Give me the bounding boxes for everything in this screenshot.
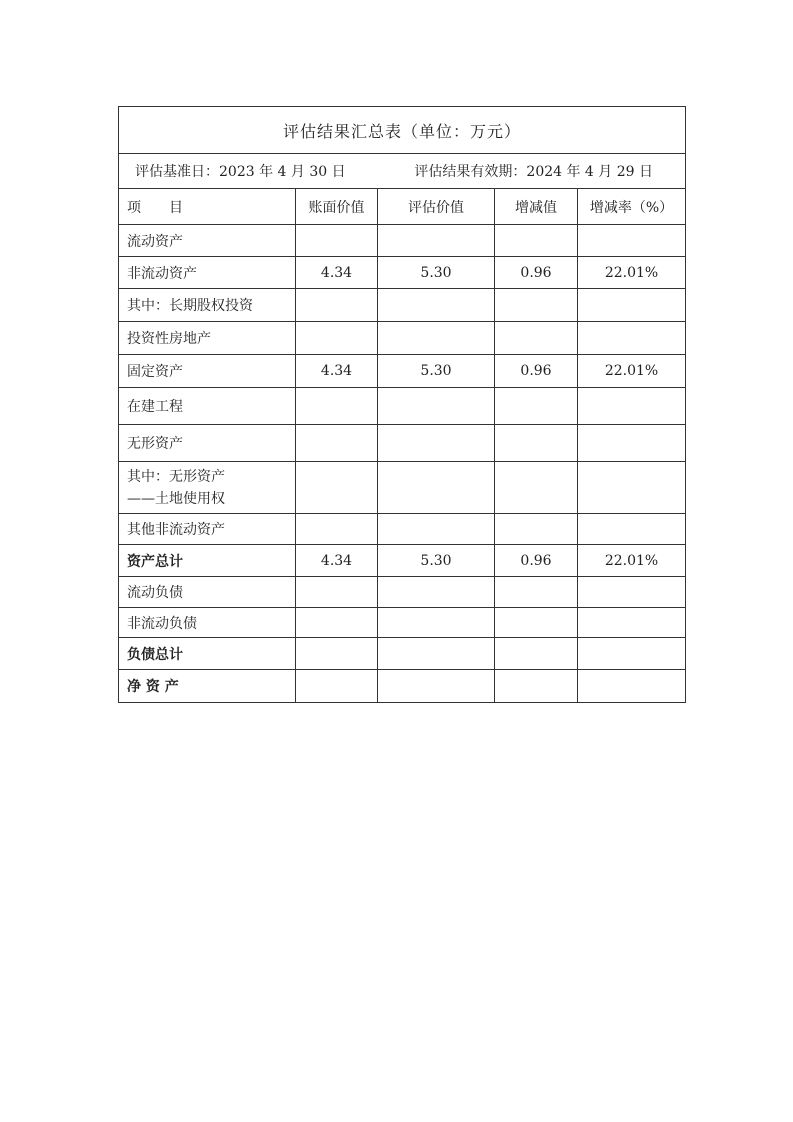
cell-book-value: 4.34 [296, 545, 378, 577]
cell-appraised-value [378, 608, 495, 638]
table-row [119, 322, 686, 355]
table-row [119, 355, 686, 388]
cell-book-value: 4.34 [296, 355, 378, 388]
cell-book-value: 4.34 [296, 257, 378, 289]
cell-book-value [296, 462, 378, 514]
base-date: 评估基准日：2023 年 4 月 30 日 [135, 164, 346, 180]
cell-appraised-value [378, 577, 495, 608]
row-item: 流动负债 [119, 577, 296, 608]
table-row [119, 388, 686, 425]
table-row [119, 257, 686, 289]
table-row [119, 225, 686, 257]
header-change-rate: 增减率（%） [578, 189, 686, 225]
cell-appraised-value [378, 462, 495, 514]
cell-change-rate [578, 514, 686, 545]
row-item: 固定资产 [119, 355, 296, 388]
cell-change [495, 608, 578, 638]
row-item: 流动资产 [119, 225, 296, 257]
cell-change: 0.96 [495, 257, 578, 289]
row-item: 非流动负债 [119, 608, 296, 638]
table-row [119, 638, 686, 670]
cell-appraised-value [378, 514, 495, 545]
date-row [119, 154, 686, 189]
table-row [119, 608, 686, 638]
cell-appraised-value [378, 225, 495, 257]
cell-change [495, 425, 578, 462]
cell-book-value [296, 608, 378, 638]
cell-change-rate [578, 225, 686, 257]
header-book-value: 账面价值 [296, 189, 378, 225]
row-item: 其他非流动资产 [119, 514, 296, 545]
row-item: 在建工程 [119, 388, 296, 425]
cell-book-value [296, 425, 378, 462]
cell-appraised-value: 5.30 [378, 355, 495, 388]
cell-book-value [296, 577, 378, 608]
row-item: 净 资 产 [119, 670, 296, 703]
cell-change-rate [578, 289, 686, 322]
valid-date: 评估结果有效期：2024 年 4 月 29 日 [414, 164, 654, 180]
table-row [119, 289, 686, 322]
cell-change [495, 462, 578, 514]
cell-appraised-value: 5.30 [378, 257, 495, 289]
row-item: 资产总计 [119, 545, 296, 577]
row-item: 投资性房地产 [119, 322, 296, 355]
cell-change [495, 638, 578, 670]
cell-change-rate: 22.01% [578, 545, 686, 577]
cell-change [495, 514, 578, 545]
row-item: 其中：长期股权投资 [119, 289, 296, 322]
cell-change: 0.96 [495, 355, 578, 388]
cell-change [495, 577, 578, 608]
table-row [119, 670, 686, 703]
cell-appraised-value [378, 289, 495, 322]
row-item [119, 462, 296, 514]
row-item-line2: ——土地使用权 [127, 490, 225, 507]
cell-change-rate [578, 608, 686, 638]
cell-change-rate [578, 638, 686, 670]
cell-change [495, 322, 578, 355]
cell-appraised-value [378, 388, 495, 425]
header-appraised-value: 评估价值 [378, 189, 495, 225]
cell-book-value [296, 670, 378, 703]
cell-book-value [296, 388, 378, 425]
header-row [119, 189, 686, 225]
cell-book-value [296, 514, 378, 545]
table-row [119, 514, 686, 545]
cell-appraised-value [378, 670, 495, 703]
cell-change-rate [578, 322, 686, 355]
table-row [119, 577, 686, 608]
cell-change [495, 289, 578, 322]
valuation-summary-table [118, 106, 686, 703]
cell-change [495, 388, 578, 425]
row-item: 非流动资产 [119, 257, 296, 289]
cell-change-rate: 22.01% [578, 257, 686, 289]
table-row [119, 425, 686, 462]
cell-appraised-value: 5.30 [378, 545, 495, 577]
cell-change-rate [578, 462, 686, 514]
cell-change-rate: 22.01% [578, 355, 686, 388]
table-row [119, 462, 686, 514]
cell-change-rate [578, 425, 686, 462]
cell-appraised-value [378, 638, 495, 670]
cell-change-rate [578, 577, 686, 608]
cell-change [495, 225, 578, 257]
row-item: 无形资产 [119, 425, 296, 462]
table-title: 评估结果汇总表（单位：万元） [119, 107, 686, 154]
table-row [119, 545, 686, 577]
cell-book-value [296, 322, 378, 355]
cell-change: 0.96 [495, 545, 578, 577]
header-change: 增减值 [495, 189, 578, 225]
cell-change-rate [578, 388, 686, 425]
cell-change [495, 670, 578, 703]
cell-book-value [296, 289, 378, 322]
row-item-line1: 其中：无形资产 [127, 468, 225, 485]
cell-book-value [296, 638, 378, 670]
row-item: 负债总计 [119, 638, 296, 670]
cell-appraised-value [378, 425, 495, 462]
header-item: 项 目 [119, 189, 296, 225]
cell-change-rate [578, 670, 686, 703]
cell-appraised-value [378, 322, 495, 355]
cell-book-value [296, 225, 378, 257]
